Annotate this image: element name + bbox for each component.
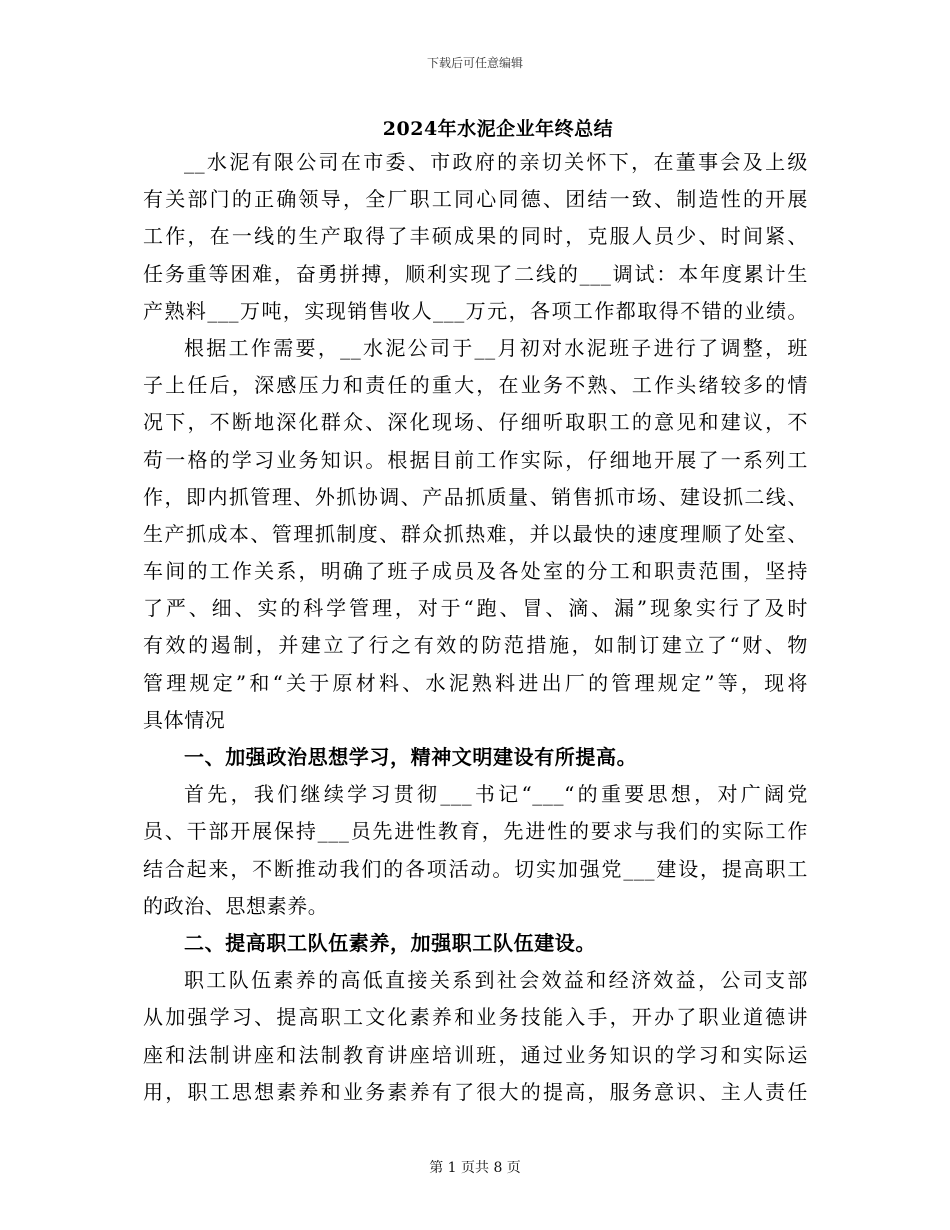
paragraph-2-line: 生产抓成本、管理抓制度、群众抓热难，并以最快的速度理顺了处室、	[143, 521, 808, 546]
paragraph-3-line: 的政治、思想素养。	[143, 893, 329, 918]
paragraph-2-line: 有效的遏制，并建立了行之有效的防范措施，如制订建立了“财、物	[143, 633, 808, 658]
page-footer: 第 1 页共 8 页	[429, 1160, 521, 1176]
paragraph-2-line: 了严、细、实的科学管理，对于“跑、冒、滴、漏”现象实行了及时	[143, 596, 808, 621]
paragraph-3-line: 结合起来，不断推动我们的各项活动。切实加强党___建设，提高职工	[143, 856, 808, 881]
section-heading-1: 一、加强政治思想学习，精神文明建设有所提高。	[184, 745, 638, 769]
paragraph-4-line: 职工队伍素养的高低直接关系到社会效益和经济效益，公司支部	[184, 968, 808, 993]
paragraph-1-line: __水泥有限公司在市委、市政府的亲切关怀下，在董事会及上级	[184, 150, 808, 174]
document-title: 2024年水泥企业年终总结	[382, 118, 614, 140]
paragraph-2-line: 况下，不断地深化群众、深化现场、仔细听取职工的意见和建议，不	[143, 410, 808, 435]
paragraph-2-line: 根据工作需要，__水泥公司于__月初对水泥班子进行了调整，班	[184, 335, 808, 360]
paragraph-4-line: 座和法制讲座和法制教育讲座培训班，通过业务知识的学习和实际运	[143, 1042, 808, 1067]
paragraph-1-line: 有关部门的正确领导，全厂职工同心同德、团结一致、制造性的开展	[143, 187, 808, 212]
paragraph-2-line: 子上任后，深感压力和责任的重大，在业务不熟、工作头绪较多的情	[143, 373, 808, 398]
paragraph-2-line: 管理规定”和“关于原材料、水泥熟料进出厂的管理规定”等，现将	[143, 670, 808, 695]
paragraph-3-line: 首先，我们继续学习贯彻___书记“___“的重要思想，对广阔党	[184, 782, 808, 807]
paragraph-1-line: 产熟料___万吨，实现销售收人___万元，各项工作都取得不错的业绩。	[143, 298, 808, 323]
section-heading-2: 二、提高职工队伍素养，加强职工队伍建设。	[184, 930, 596, 955]
paragraph-2-line: 车间的工作关系，明确了班子成员及各处室的分工和职责范围，坚持	[143, 559, 808, 584]
paragraph-2-line: 作，即内抓管理、外抓协调、产品抓质量、销售抓市场、建设抓二线、	[143, 484, 808, 509]
paragraph-1-line: 工作，在一线的生产取得了丰硕成果的同时，克服人员少、时间紧、	[143, 224, 808, 249]
paragraph-2-line: 苟一格的学习业务知识。根据目前工作实际，仔细地开展了一系列工	[143, 447, 808, 472]
paragraph-1-line: 任务重等困难，奋勇拼搏，顺利实现了二线的___调试：本年度累计生	[143, 261, 808, 286]
paragraph-4-line: 从加强学习、提高职工文化素养和业务技能入手，开办了职业道德讲	[143, 1005, 808, 1030]
document-body	[143, 144, 808, 1111]
paragraph-2-line: 具体情况	[143, 707, 226, 732]
paragraph-3-line: 员、干部开展保持___员先进性教育，先进性的要求与我们的实际工作	[143, 819, 808, 844]
header-note: 下载后可任意编辑	[426, 56, 523, 70]
paragraph-4-line: 用，职工思想素养和业务素养有了很大的提高，服务意识、主人责任	[143, 1079, 808, 1104]
